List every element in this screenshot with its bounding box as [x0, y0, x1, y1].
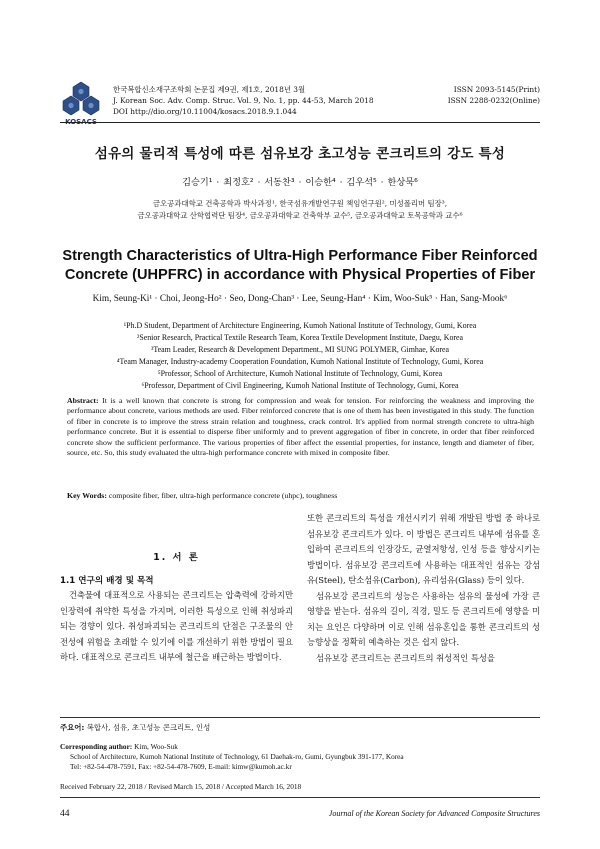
- english-title: [60, 247, 540, 285]
- footnote-rule: [60, 717, 540, 718]
- abstract: [67, 396, 534, 458]
- english-authors: Kim, Seung-Ki¹ · Choi, Jeong-Ho² · Seo, Dong-Chan³ · Lee, Seung-Han⁴ · Kim, Woo-Suk⁵ · Han, Sang-Mook⁶: [92, 294, 508, 304]
- journal-korean: 한국복합신소재구조학회 논문집 제9권, 제1호, 2018년 3월: [113, 85, 306, 94]
- keywords: [67, 491, 534, 500]
- kosacs-logo: [60, 80, 102, 120]
- issn-print: ISSN 2093-5145(Print): [453, 85, 540, 94]
- doi-link[interactable]: DOI http://dio.org/10.11004/kosacs.2018.9.1.044: [113, 107, 297, 116]
- subsection-heading: 1.1 연구의 배경 및 목적: [60, 576, 154, 586]
- korean-affiliation-line: 금오공과대학교 건축공학과 박사과정¹, 한국섬유개발연구원 책임연구원², 미성폴리머 팀장³,: [152, 199, 448, 208]
- section-heading: 1. 서 론: [153, 552, 200, 563]
- affiliation-line: ⁶Professor, Department of Civil Engineering, Kumoh National Institute of Technology, Gumi, Korea: [141, 381, 459, 391]
- korean-keywords: [60, 722, 210, 733]
- affiliation-line: ⁴Team Manager, Industry-academy Cooperation Foundation, Kumoh National Institute of Technology, Gumi, Korea: [116, 357, 484, 367]
- corr-label: Corresponding author:: [60, 742, 133, 751]
- corr-address: School of Architecture, Kumoh National Institute of Technology, 61 Daehak-ro, Gumi, Gyungbuk 391-177, Korea: [70, 752, 404, 761]
- body-left-paragraph: 건축물에 대표적으로 사용되는 콘크리트는 압축력에 강하지만 인장력에 취약한 특성을 가지며, 이러한 특성으로 인해 취성파괴되는 경향이 있다. 취성파괴되는 콘크리트의 단점은 구조물의 안전성에 위험을 초래할 수 있기에 이를 개선하기 위한 방법이 필요하다. 대표적으로 콘크리트 내부에 철근을 배근하는 방법이다.: [60, 590, 293, 662]
- affiliation-line: ³Team Leader, Research & Development Department., MI SUNG POLYMER, Gimhae, Korea: [150, 345, 450, 355]
- footer-rule: [60, 797, 540, 798]
- korean-authors: 김승기¹ · 최정호² · 서동찬³ · 이승한⁴ · 김우석⁵ · 한상묵⁶: [182, 177, 418, 188]
- logo-label: KOSACS: [65, 118, 97, 126]
- header-rule: [60, 122, 540, 123]
- keywords-label: Key Words:: [67, 491, 107, 500]
- abstract-text: It is a well known that concrete is strong for compression and weak for tension. For reinforcing the weakness and improving the performance about concrete, various methods are used. Fiber reinforced concrete that is one of them has been investigated in this study. The function of fiber in concrete is to improve the stress strain relation and toughness, crack control. It's applied from normal strength concrete to ultra-high performance concrete. But it is essential to disperse fiber uniformly and to prevent aggregation of fiber in concrete, in order that fiber reinforced concrete show the sufficient performance. The various properties of fiber affect the essential properties, for instance, length and diameter of fiber, source, etc. So, this study evaluated the ultra-high performance concrete with mixed in composite fiber.: [67, 396, 534, 458]
- body-right-column: [307, 511, 540, 666]
- body-paragraph: 또한 콘크리트의 특성을 개선시키기 위해 개발된 방법 중 하나로 섬유보강 콘크리트가 있다. 이 방법은 콘크리트 내부에 섬유를 혼입하여 콘크리트의 인장강도, 균열저항성, 인성 등을 향상시키는 방법이다. 섬유보강 콘크리트에 사용하는 대표적인 섬유는 강섬유(Steel), 탄소섬유(Carbon), 유리섬유(Glass) 등이 있다.: [307, 513, 540, 585]
- journal-footer: Journal of the Korean Society for Advanced Composite Structures: [328, 809, 540, 818]
- body-paragraph: 섬유보강 콘크리트의 성능은 사용하는 섬유의 물성에 가장 큰 영향을 받는다. 섬유의 길이, 직경, 밀도 등 콘크리트에 영향을 미치는 요인은 다양하며 이로 인해 섬유혼입을 통한 콘크리트의 성능향상을 정확히 예측하는 것은 쉽지 않다.: [307, 590, 540, 647]
- affiliation-line: ⁵Professor, School of Architecture, Kumoh National Institute of Technology, Gumi, Korea: [157, 369, 443, 379]
- corr-contact: Tel: +82-54-478-7591, Fax: +82-54-478-7609, E-mail: kimw@kumoh.ac.kr: [70, 762, 292, 771]
- english-title-line: Concrete (UHPFRC) in accordance with Physical Properties of Fiber: [64, 267, 536, 283]
- affiliation-line: ²Senior Research, Practical Textile Research Team, Korea Textile Development Institute, Daegu, Korea: [136, 333, 464, 343]
- page-number: 44: [60, 809, 70, 819]
- body-paragraph: 섬유보강 콘크리트는 콘크리트의 취성적인 특성을: [316, 652, 495, 663]
- korean-keywords-text: 복합사, 섬유, 초고성능 콘크리트, 인성: [86, 723, 211, 732]
- keywords-text: composite fiber, fiber, ultra-high performance concrete (uhpc), toughness: [108, 491, 338, 500]
- english-title-line: Strength Characteristics of Ultra-High Performance Fiber Reinforced: [62, 248, 538, 264]
- received-dates: Received February 22, 2018 / Revised March 15, 2018 / Accepted March 16, 2018: [60, 782, 302, 791]
- corr-name: Kim, Woo-Suk: [134, 742, 178, 751]
- corresponding-author: [60, 742, 404, 772]
- issn-online: ISSN 2288-0232(Online): [447, 96, 540, 105]
- korean-keywords-label: 주요어:: [60, 723, 85, 732]
- abstract-label: Abstract:: [67, 396, 99, 405]
- affiliation-line: ¹Ph.D Student, Department of Architecture Engineering, Kumoh National Institute of Technology, Gumi, Korea: [123, 321, 477, 330]
- english-affiliations: [40, 320, 560, 393]
- journal-english: J. Korean Soc. Adv. Comp. Struc. Vol. 9, No. 1, pp. 44-53, March 2018: [113, 96, 374, 105]
- korean-title: 섬유의 물리적 특성에 따른 섬유보강 초고성능 콘크리트의 강도 특성: [94, 147, 506, 162]
- korean-affiliation-line: 금오공과대학교 산학협력단 팀장⁴, 금오공과대학교 건축학부 교수⁵, 금오공과대학교 토목공학과 교수⁶: [137, 211, 463, 220]
